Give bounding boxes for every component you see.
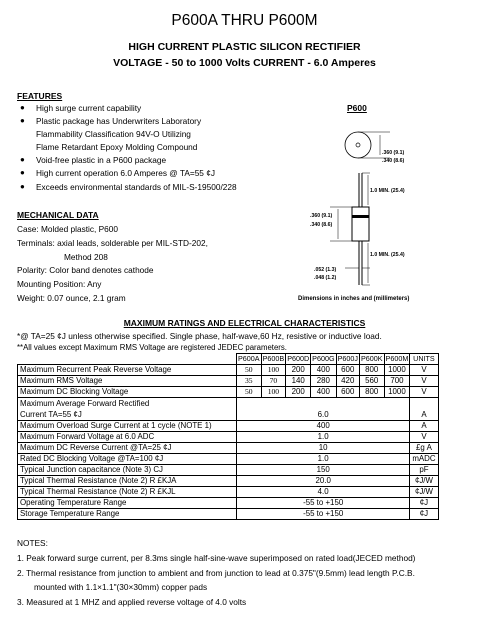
table-row <box>18 387 439 398</box>
bullet-icon: ● <box>20 116 25 125</box>
unit-cell: V <box>410 432 438 443</box>
cell-value: 1.0 <box>237 454 410 465</box>
unit-cell: pF <box>410 465 438 476</box>
ratings-heading: MAXIMUM RATINGS AND ELECTRICAL CHARACTERISTICS <box>123 318 366 328</box>
table-row <box>18 465 439 476</box>
cell-value: 600 <box>336 365 359 376</box>
column-header: P600G <box>312 354 335 363</box>
column-header: UNITS <box>410 354 438 365</box>
end-view-dimension: .340 (8.6) <box>382 158 405 164</box>
lead-diameter-dimension: .048 (1.2) <box>314 275 337 281</box>
unit-cell: ¢J <box>410 509 438 520</box>
table-header-row <box>18 354 439 365</box>
feature-item: Flammability Classification 94V-O Utilizing <box>36 129 191 139</box>
cell-value: 200 <box>286 365 311 376</box>
mechanical-line: Case: Molded plastic, P600 <box>17 224 119 234</box>
table-row <box>18 476 439 487</box>
unit-cell: A <box>410 398 438 421</box>
cell-value: 200 <box>286 387 311 398</box>
cell-value: 150 <box>237 465 410 476</box>
unit-cell: V <box>410 387 438 398</box>
bullet-icon: ● <box>20 168 25 177</box>
package-label: P600 <box>347 103 367 113</box>
cell-value: 560 <box>359 376 384 387</box>
table-row <box>18 432 439 443</box>
cell-value: 600 <box>336 387 359 398</box>
bullet-icon: ● <box>20 155 25 164</box>
document-title: P600A THRU P600M <box>171 12 318 29</box>
mechanical-line: Polarity: Color band denotes cathode <box>17 265 154 275</box>
row-label: Rated DC Blocking Voltage @TA=100 ¢J <box>18 454 237 465</box>
voltage-current-line: VOLTAGE - 50 to 1000 Volts CURRENT - 6.0 Amperes <box>113 57 376 69</box>
feature-item: Void-free plastic in a P600 package <box>36 155 167 165</box>
unit-cell: A <box>410 421 438 432</box>
row-label-line: Maximum Average Forward Rectified <box>20 399 150 408</box>
unit-cell: mADC <box>410 454 438 465</box>
row-label: Maximum Overload Surge Current at 1 cycle (NOTE 1) <box>18 421 237 432</box>
cell-value: 280 <box>311 376 336 387</box>
row-label: Maximum DC Reverse Current @TA=25 ¢J <box>18 443 237 454</box>
row-label <box>18 398 237 421</box>
cell-value: 140 <box>286 376 311 387</box>
bullet-icon: ● <box>20 103 25 112</box>
package-outline-diagram <box>290 115 440 295</box>
mechanical-line: Mounting Position: Any <box>17 279 102 289</box>
cell-value: 800 <box>359 387 384 398</box>
table-corner-cell <box>18 354 237 365</box>
table-row <box>18 398 439 421</box>
mechanical-line: Terminals: axial leads, solderable per MIL-STD-202, <box>17 238 208 248</box>
row-label: Maximum Forward Voltage at 6.0 ADC <box>18 432 237 443</box>
column-header: P600K <box>360 354 383 363</box>
cell-value: 700 <box>384 376 410 387</box>
feature-item: Flame Retardant Epoxy Molding Compound <box>36 142 198 152</box>
cell-value: 400 <box>237 421 410 432</box>
end-view-dimension: .360 (9.1) <box>382 150 405 156</box>
cell-value: 10 <box>237 443 410 454</box>
note-item: 1. Peak forward surge current, per 8.3ms single half-sine-wave superimposed on rated load(JECED method) <box>17 553 416 563</box>
row-label: Storage Temperature Range <box>18 509 237 520</box>
cell-value: 100 <box>261 365 286 376</box>
note-item: 3. Measured at 1 MHZ and applied reverse voltage of 4.0 volts <box>17 597 247 607</box>
feature-item: High current operation 6.0 Amperes @ TA=55 ¢J <box>36 168 215 178</box>
table-row <box>18 376 439 387</box>
row-label: Maximum RMS Voltage <box>18 376 237 387</box>
lead-length-top: 1.0 MIN. (25.4) <box>370 188 405 194</box>
cell-value: 50 <box>237 365 262 376</box>
feature-item: Exceeds environmental standards of MIL-S-19500/228 <box>36 182 237 192</box>
column-header: P600A <box>238 354 260 363</box>
table-row <box>18 498 439 509</box>
cell-value: 35 <box>237 376 262 387</box>
document-subtitle: HIGH CURRENT PLASTIC SILICON RECTIFIER <box>128 41 361 53</box>
mechanical-line: Weight: 0.07 ounce, 2.1 gram <box>17 293 126 303</box>
column-header: P600M <box>385 354 409 363</box>
table-row <box>18 443 439 454</box>
cell-value: 20.0 <box>237 476 410 487</box>
column-header: P600D <box>287 354 310 363</box>
lead-diameter-dimension: .052 (1.3) <box>314 267 337 273</box>
lead-length-bottom: 1.0 MIN. (25.4) <box>370 252 405 258</box>
note-item: 2. Thermal resistance from junction to ambient and from junction to lead at 0.375"(9.5mm) lead length P.C.B. <box>17 568 415 578</box>
mechanical-heading: MECHANICAL DATA <box>17 210 99 220</box>
cell-value: 6.0 <box>237 398 410 421</box>
body-length-dimension: .340 (8.6) <box>310 222 333 228</box>
cell-value: -55 to +150 <box>237 498 410 509</box>
table-row <box>18 487 439 498</box>
row-label: Typical Junction capacitance (Note 3) CJ <box>18 465 237 476</box>
cell-value: 400 <box>311 387 336 398</box>
row-label: Operating Temperature Range <box>18 498 237 509</box>
cell-value: 400 <box>311 365 336 376</box>
ratings-table <box>17 353 439 520</box>
body-length-dimension: .360 (9.1) <box>310 213 333 219</box>
cell-value: 420 <box>336 376 359 387</box>
unit-cell: ¢J/W <box>410 476 438 487</box>
cell-value: 4.0 <box>237 487 410 498</box>
unit-cell: V <box>410 376 438 387</box>
notes-heading: NOTES: <box>17 538 48 548</box>
column-header: P600J <box>337 354 358 363</box>
table-row <box>18 365 439 376</box>
row-label: Maximum Recurrent Peak Reverse Voltage <box>18 365 237 376</box>
cell-value: -55 to +150 <box>237 509 410 520</box>
unit-cell: £g A <box>410 443 438 454</box>
note-item: mounted with 1.1×1.1"(30×30mm) copper pads <box>34 582 208 592</box>
unit-cell: ¢J/W <box>410 487 438 498</box>
row-label: Typical Thermal Resistance (Note 2) R £KJL <box>18 487 237 498</box>
unit-cell: ¢J <box>410 498 438 509</box>
row-label: Maximum DC Blocking Voltage <box>18 387 237 398</box>
table-row <box>18 509 439 520</box>
ratings-conditions-note: *@ TA=25 ¢J unless otherwise specified. Single phase, half-wave,60 Hz, resistive or inductive load. <box>17 331 382 341</box>
table-row <box>18 421 439 432</box>
row-label: Typical Thermal Resistance (Note 2) R £KJA <box>18 476 237 487</box>
cell-value: 70 <box>261 376 286 387</box>
cell-value: 100 <box>261 387 286 398</box>
feature-item: High surge current capability <box>36 103 142 113</box>
ratings-jedec-note: **All values except Maximum RMS Voltage are registered JEDEC parameters. <box>17 343 287 352</box>
mechanical-line: Method 208 <box>64 252 108 262</box>
column-header: P600B <box>262 354 285 363</box>
cell-value: 800 <box>359 365 384 376</box>
features-heading: FEATURES <box>17 91 63 101</box>
cell-value: 1.0 <box>237 432 410 443</box>
dimensions-caption: Dimensions in inches and (millimeters) <box>298 296 410 302</box>
cell-value: 1000 <box>384 387 410 398</box>
cell-value: 50 <box>237 387 262 398</box>
cell-value: 1000 <box>384 365 410 376</box>
unit-cell: V <box>410 365 438 376</box>
row-label-line: Current TA=55 ¢J <box>20 410 82 419</box>
table-row <box>18 454 439 465</box>
bullet-icon: ● <box>20 182 25 191</box>
feature-item: Plastic package has Underwriters Laboratory <box>36 116 202 126</box>
